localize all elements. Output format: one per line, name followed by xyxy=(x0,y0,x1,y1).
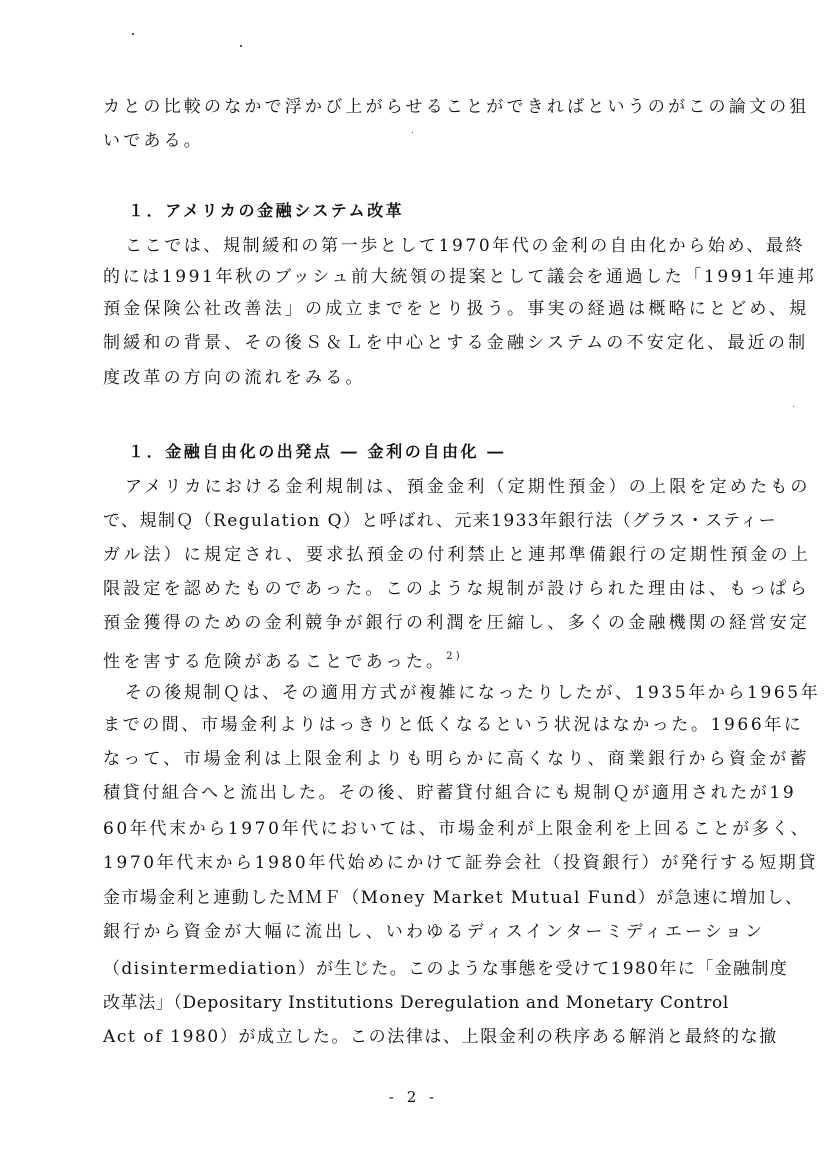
subsection-paragraph-line: 預金獲得のための金利競争が銀行の利潤を圧縮し、多くの金融機関の経営安定 xyxy=(103,613,810,633)
subsection-paragraph-line: 60年代末から1970年代においては、市場金利が上限金利を上回ることが多く、 xyxy=(103,819,811,839)
subsection-paragraph-line: Act of 1980）が成立した。この法律は、上限金利の秩序ある解消と最終的な撤 xyxy=(103,1027,778,1047)
subsection-paragraph-line: 限設定を認めたものであった。このような規制が設けられた理由は、もっぱら xyxy=(103,579,810,599)
footnote-marker: 2) xyxy=(446,651,463,662)
scan-speck xyxy=(793,406,794,407)
section-heading: １．アメリカの金融システム改革 xyxy=(128,201,405,220)
section-paragraph-line: 的には1991年秋のブッシュ前大統領の提案として議会を通過した「1991年連邦 xyxy=(103,267,817,287)
subsection-paragraph-line: なって、市場金利は上限金利よりも明らかに高くなり、商業銀行から資金が蓄 xyxy=(103,749,810,769)
paragraph-text: 性を害する危険があることであった。 xyxy=(103,652,447,672)
scan-speck xyxy=(240,45,242,47)
subsection-heading: １．金融自由化の出発点 ― 金利の自由化 ― xyxy=(128,442,506,461)
scan-speck xyxy=(132,33,134,35)
subsection-paragraph-line: 金市場金利と連動したＭＭＦ（Money Market Mutual Fund）が急速に増加し、 xyxy=(103,888,804,908)
subsection-paragraph-line: までの間、市場金利よりはっきりと低くなるという状況はなかった。1966年に xyxy=(103,715,804,735)
subsection-paragraph-line xyxy=(103,645,743,674)
subsection-paragraph-line: （disintermediation）が生じた。このような事態を受けて1980年に「金融制度 xyxy=(103,959,789,979)
page-number: - 2 - xyxy=(388,1088,439,1106)
subsection-paragraph-line: 1970年代末から1980年代始めにかけて証券会社（投資銀行）が発行する短期貸 xyxy=(103,853,818,873)
section-paragraph-line: 制緩和の背景、その後Ｓ＆Ｌを中心とする金融システムの不安定化、最近の制 xyxy=(103,333,809,353)
intro-line: いである。 xyxy=(103,131,204,151)
section-paragraph-line: ここでは、規制緩和の第一歩として1970年代の金利の自由化から始め、最終 xyxy=(125,236,806,256)
intro-line: カとの比較のなかで浮かび上がらせることができればというのがこの論文の狙 xyxy=(103,97,810,117)
subsection-paragraph-line: で、規制Ｑ（Regulation Q）と呼ばれ、元来1933年銀行法（グラス・スティー xyxy=(103,511,777,531)
section-paragraph-line: 度改革の方向の流れをみる。 xyxy=(103,368,366,388)
subsection-paragraph-line: 銀行から資金が大幅に流出し、いわゆるディスインターミディエーション xyxy=(103,922,766,942)
subsection-paragraph-line: アメリカにおける金利規制は、預金金利（定期性預金）の上限を定めたもの xyxy=(125,477,811,497)
section-paragraph-line: 預金保険公社改善法」の成立までをとり扱う。事実の経過は概略にとどめ、規 xyxy=(103,299,810,319)
subsection-paragraph-line: ガル法）に規定され、要求払預金の付利禁止と連邦準備銀行の定期性預金の上 xyxy=(103,545,812,565)
subsection-paragraph-line: 改革法」（Depositary Institutions Deregulation and Monetary Control xyxy=(103,993,729,1013)
subsection-paragraph-line: 積貸付組合へと流出した。その後、貯蓄貸付組合にも規制Ｑが適用されたが19 xyxy=(103,783,797,803)
subsection-paragraph-line: その後規制Ｑは、その適用方式が複雑になったりしたが、1935年から1965年 xyxy=(125,683,821,703)
